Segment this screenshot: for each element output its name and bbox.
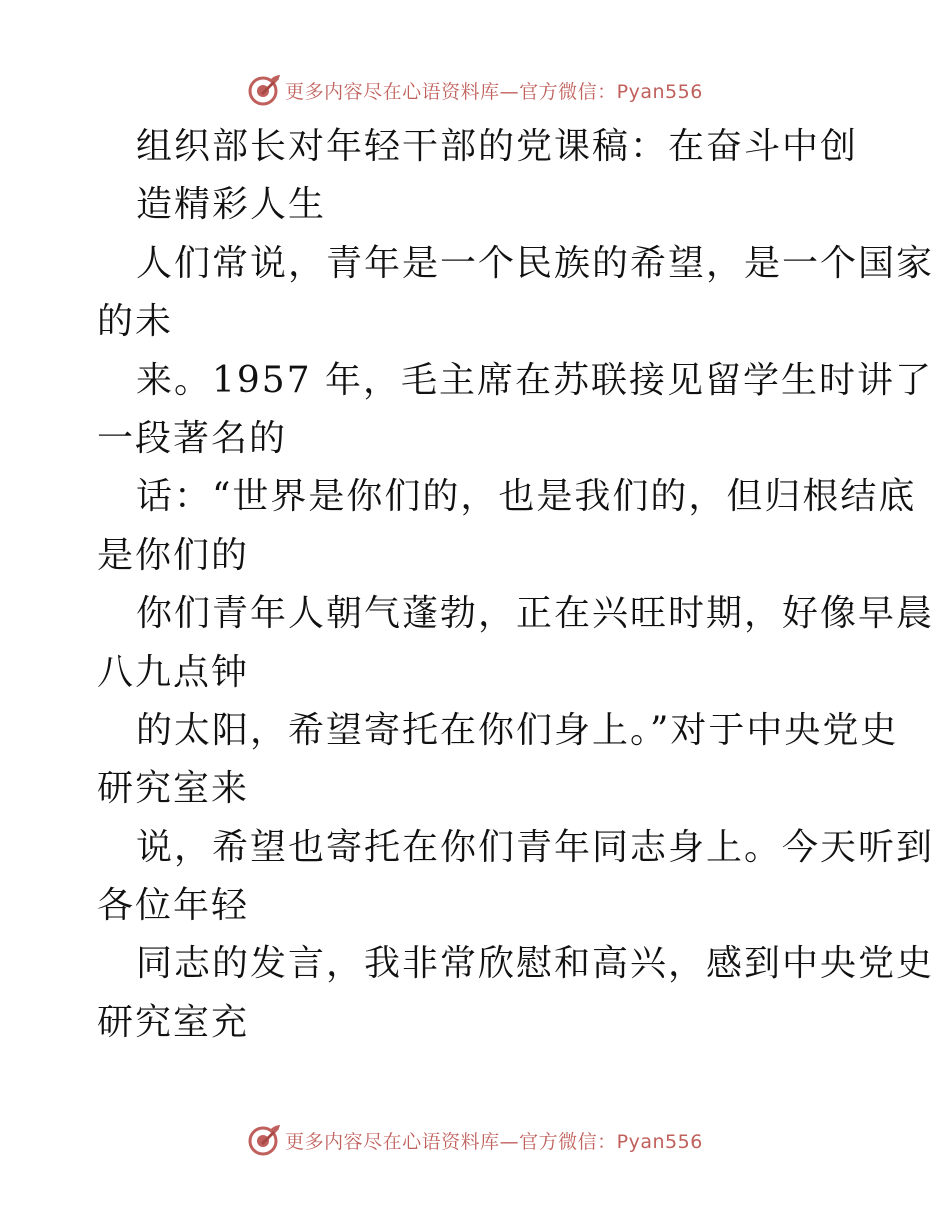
quill-seal-icon <box>247 1123 281 1157</box>
document-line: 各位年轻 <box>97 885 250 927</box>
document-line: 研究室来 <box>97 768 250 810</box>
document-body <box>97 118 935 1052</box>
document-line: 你们青年人朝气蓬勃，正在兴旺时期，好像早晨 <box>136 593 935 635</box>
document-line: 的太阳，希望寄托在你们身上。”对于中央党史 <box>136 709 899 751</box>
document-line: 一段著名的 <box>97 417 288 459</box>
document-line: 组织部长对年轻干部的党课稿：在奋斗中创 <box>136 126 859 167</box>
footer-banner <box>0 1120 950 1160</box>
header-banner <box>0 70 950 110</box>
document-line: 的未 <box>97 301 174 343</box>
header-banner-text: 更多内容尽在心语资料库—官方微信：Pyan556 <box>285 80 703 103</box>
document-line: 是你们的 <box>97 534 250 576</box>
document-line: 话：“世界是你们的，也是我们的，但归根结底 <box>136 476 917 518</box>
document-line: 来。1957 年，毛主席在苏联接见留学生时讲了 <box>136 359 934 401</box>
document-line: 研究室充 <box>97 1001 250 1043</box>
document-line: 人们常说，青年是一个民族的希望，是一个国家 <box>136 242 935 284</box>
document-line: 造精彩人生 <box>136 184 327 226</box>
document-line: 同志的发言，我非常欣慰和高兴，感到中央党史 <box>136 943 935 985</box>
document-line: 八九点钟 <box>97 651 250 693</box>
document-line: 说，希望也寄托在你们青年同志身上。今天听到 <box>136 826 935 868</box>
footer-banner-text: 更多内容尽在心语资料库—官方微信：Pyan556 <box>285 1130 703 1153</box>
quill-seal-icon <box>247 73 281 107</box>
